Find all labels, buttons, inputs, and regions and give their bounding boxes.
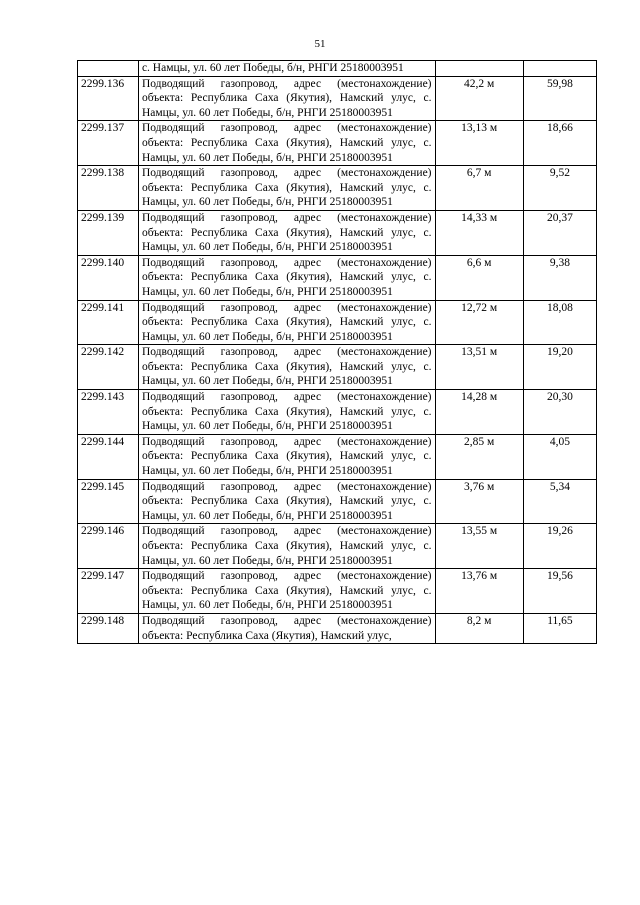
row-number: 2299.142	[78, 345, 139, 390]
row-description	[138, 434, 435, 479]
row-length	[435, 61, 523, 77]
row-description	[138, 255, 435, 300]
row-description-text: Подводящий газопровод, адрес (местонахождение) объекта: Республика Саха (Якутия), Намский улус, с. Намцы, ул. 60 лет Победы, б/н, РНГИ 25180003951	[141, 167, 432, 209]
row-description	[138, 524, 435, 569]
table-row	[78, 255, 597, 300]
row-number: 2299.146	[78, 524, 139, 569]
row-description	[138, 390, 435, 435]
row-length: 13,76 м	[435, 569, 523, 614]
row-description-text: Подводящий газопровод, адрес (местонахождение) объекта: Республика Саха (Якутия), Намский улус, с. Намцы, ул. 60 лет Победы, б/н, РНГИ 25180003951	[141, 301, 432, 343]
row-number: 2299.136	[78, 76, 139, 121]
row-length: 42,2 м	[435, 76, 523, 121]
row-description-text: Подводящий газопровод, адрес (местонахождение) объекта: Республика Саха (Якутия), Намский улус, с. Намцы, ул. 60 лет Победы, б/н, РНГИ 25180003951	[141, 256, 432, 298]
row-description-text: Подводящий газопровод, адрес (местонахождение) объекта: Республика Саха (Якутия), Намский улус, с. Намцы, ул. 60 лет Победы, б/н, РНГИ 25180003951	[141, 525, 432, 567]
row-number: 2299.148	[78, 613, 139, 643]
table-row	[78, 345, 597, 390]
row-description	[138, 300, 435, 345]
table-row	[78, 210, 597, 255]
row-description-text: Подводящий газопровод, адрес (местонахождение) объекта: Республика Саха (Якутия), Намский улус, с. Намцы, ул. 60 лет Победы, б/н, РНГИ 25180003951	[141, 77, 432, 119]
row-length: 13,51 м	[435, 345, 523, 390]
row-length: 14,33 м	[435, 210, 523, 255]
row-value: 20,37	[523, 210, 596, 255]
row-description	[138, 121, 435, 166]
row-length: 3,76 м	[435, 479, 523, 524]
row-value	[523, 61, 596, 77]
row-value: 19,20	[523, 345, 596, 390]
row-value: 18,08	[523, 300, 596, 345]
page-number: 51	[314, 38, 326, 50]
row-value: 9,52	[523, 166, 596, 211]
row-description-text: Подводящий газопровод, адрес (местонахождение) объекта: Республика Саха (Якутия), Намский улус, с. Намцы, ул. 60 лет Победы, б/н, РНГИ 25180003951	[141, 391, 432, 433]
row-description	[138, 210, 435, 255]
row-description-text: Подводящий газопровод, адрес (местонахождение) объекта: Республика Саха (Якутия), Намский улус, с. Намцы, ул. 60 лет Победы, б/н, РНГИ 25180003951	[141, 211, 432, 254]
row-description	[138, 479, 435, 524]
row-number	[78, 61, 139, 77]
row-description-text: Подводящий газопровод, адрес (местонахождение) объекта: Республика Саха (Якутия), Намский улус, с. Намцы, ул. 60 лет Победы, б/н, РНГИ 25180003951	[141, 435, 432, 478]
table-row-continuation	[78, 61, 597, 77]
table-row	[78, 569, 597, 614]
row-description-text: Подводящий газопровод, адрес (местонахождение) объекта: Республика Саха (Якутия), Намский улус, с. Намцы, ул. 60 лет Победы, б/н, РНГИ 25180003951	[141, 570, 432, 612]
row-description	[138, 166, 435, 211]
row-number: 2299.147	[78, 569, 139, 614]
row-length: 2,85 м	[435, 434, 523, 479]
row-length: 6,6 м	[435, 255, 523, 300]
row-description-text: Подводящий газопровод, адрес (местонахождение) объекта: Республика Саха (Якутия), Намский улус, с. Намцы, ул. 60 лет Победы, б/н, РНГИ 25180003951	[141, 480, 432, 522]
row-number: 2299.145	[78, 479, 139, 524]
row-number: 2299.141	[78, 300, 139, 345]
row-length: 12,72 м	[435, 300, 523, 345]
table-row	[78, 613, 597, 643]
row-length: 13,13 м	[435, 121, 523, 166]
row-value: 19,56	[523, 569, 596, 614]
row-value: 19,26	[523, 524, 596, 569]
row-description	[138, 61, 435, 77]
row-value: 20,30	[523, 390, 596, 435]
row-description-text: Подводящий газопровод, адрес (местонахождение) объекта: Республика Саха (Якутия), Намский улус, с. Намцы, ул. 60 лет Победы, б/н, РНГИ 25180003951	[141, 122, 432, 164]
row-number: 2299.139	[78, 210, 139, 255]
row-value: 59,98	[523, 76, 596, 121]
row-value: 18,66	[523, 121, 596, 166]
row-description-text: Подводящий газопровод, адрес (местонахождение) объекта: Республика Саха (Якутия), Намский улус,	[141, 614, 432, 642]
row-length: 13,55 м	[435, 524, 523, 569]
row-length: 6,7 м	[435, 166, 523, 211]
row-description	[138, 613, 435, 643]
table-row	[78, 76, 597, 121]
row-description	[138, 569, 435, 614]
row-length: 8,2 м	[435, 613, 523, 643]
property-table	[77, 60, 597, 644]
row-value: 5,34	[523, 479, 596, 524]
row-length: 14,28 м	[435, 390, 523, 435]
table-row	[78, 434, 597, 479]
row-description	[138, 76, 435, 121]
row-number: 2299.143	[78, 390, 139, 435]
row-number: 2299.138	[78, 166, 139, 211]
row-description	[138, 345, 435, 390]
table-row	[78, 121, 597, 166]
row-value: 4,05	[523, 434, 596, 479]
table-row	[78, 300, 597, 345]
table-body	[78, 61, 597, 644]
row-description-text: Подводящий газопровод, адрес (местонахождение) объекта: Республика Саха (Якутия), Намский улус, с. Намцы, ул. 60 лет Победы, б/н, РНГИ 25180003951	[141, 346, 432, 388]
row-number: 2299.144	[78, 434, 139, 479]
row-value: 11,65	[523, 613, 596, 643]
row-description-text: с. Намцы, ул. 60 лет Победы, б/н, РНГИ 25180003951	[141, 62, 404, 74]
row-value: 9,38	[523, 255, 596, 300]
table-row	[78, 166, 597, 211]
row-number: 2299.140	[78, 255, 139, 300]
table-row	[78, 390, 597, 435]
table-row	[78, 524, 597, 569]
row-number: 2299.137	[78, 121, 139, 166]
table-row	[78, 479, 597, 524]
